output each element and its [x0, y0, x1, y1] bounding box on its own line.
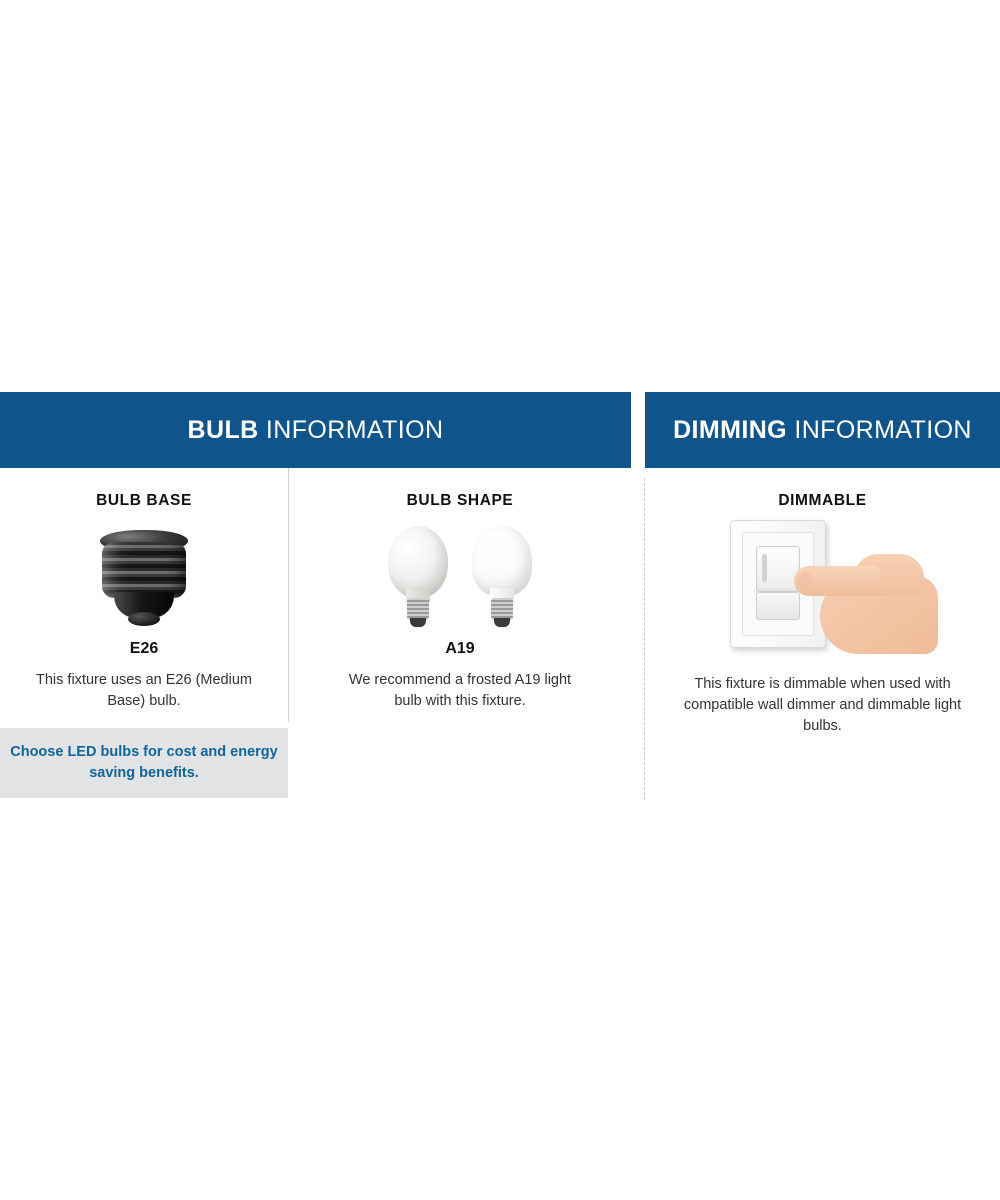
bulb-contact-foot: [494, 618, 510, 627]
bulb-screw-base: [407, 598, 429, 620]
bulb-shape-column: [288, 468, 631, 722]
dimming-information-title-bold: DIMMING: [673, 415, 787, 444]
panels-container: [0, 392, 1000, 798]
dimmable-column: [645, 468, 1000, 737]
lamp-base-e26-icon: [92, 526, 196, 630]
lamp-base-threads: [102, 542, 186, 598]
bulb-screw-base: [491, 598, 513, 620]
bulb-information-title-light: INFORMATION: [258, 415, 444, 444]
bulb-base-column: [0, 468, 288, 798]
bulb-shape-code: A19: [445, 640, 475, 657]
bulb-shape-artwork: [289, 518, 631, 630]
bulb-glass: [472, 526, 532, 596]
dimmable-title: DIMMABLE: [778, 492, 867, 509]
bulb-shape-title: BULB SHAPE: [406, 492, 514, 509]
bulb-information-header: [0, 392, 631, 468]
hand-pointing-icon: [794, 548, 934, 656]
dimmer-slider-bar: [762, 554, 767, 582]
dimming-information-header: [645, 392, 1000, 468]
hand-fingernail: [798, 572, 812, 590]
a19-bulbs-icon: [385, 526, 535, 630]
bulb-information-title-bold: BULB: [187, 415, 259, 444]
dimming-information-title: [673, 416, 972, 445]
led-savings-tip: Choose LED bulbs for cost and energy saving benefits.: [0, 728, 288, 798]
dimming-information-panel: [645, 392, 1000, 737]
dimming-information-title-light: INFORMATION: [787, 415, 972, 444]
a19-led-bulb-icon: [469, 526, 535, 630]
bulb-base-description: This fixture uses an E26 (Medium Base) bulb.: [36, 672, 252, 710]
bulb-information-title: [188, 416, 444, 445]
bulb-contact-foot: [410, 618, 426, 627]
bulb-information-body: [0, 468, 631, 798]
wall-dimmer-hand-icon: [708, 518, 938, 658]
a19-incandescent-bulb-icon: [385, 526, 451, 630]
panel-divider: [644, 478, 645, 800]
bulb-base-code: E26: [129, 640, 159, 657]
bulb-information-panel: [0, 392, 631, 798]
bulb-base-artwork: [0, 518, 288, 630]
bulb-shape-description: We recommend a frosted A19 light bulb with this fixture.: [348, 672, 572, 710]
bulb-base-title: BULB BASE: [96, 492, 192, 509]
dimmable-description: This fixture is dimmable when used with compatible wall dimmer and dimmable light bulbs.: [683, 676, 962, 735]
lamp-base-contact-tip: [128, 612, 160, 626]
